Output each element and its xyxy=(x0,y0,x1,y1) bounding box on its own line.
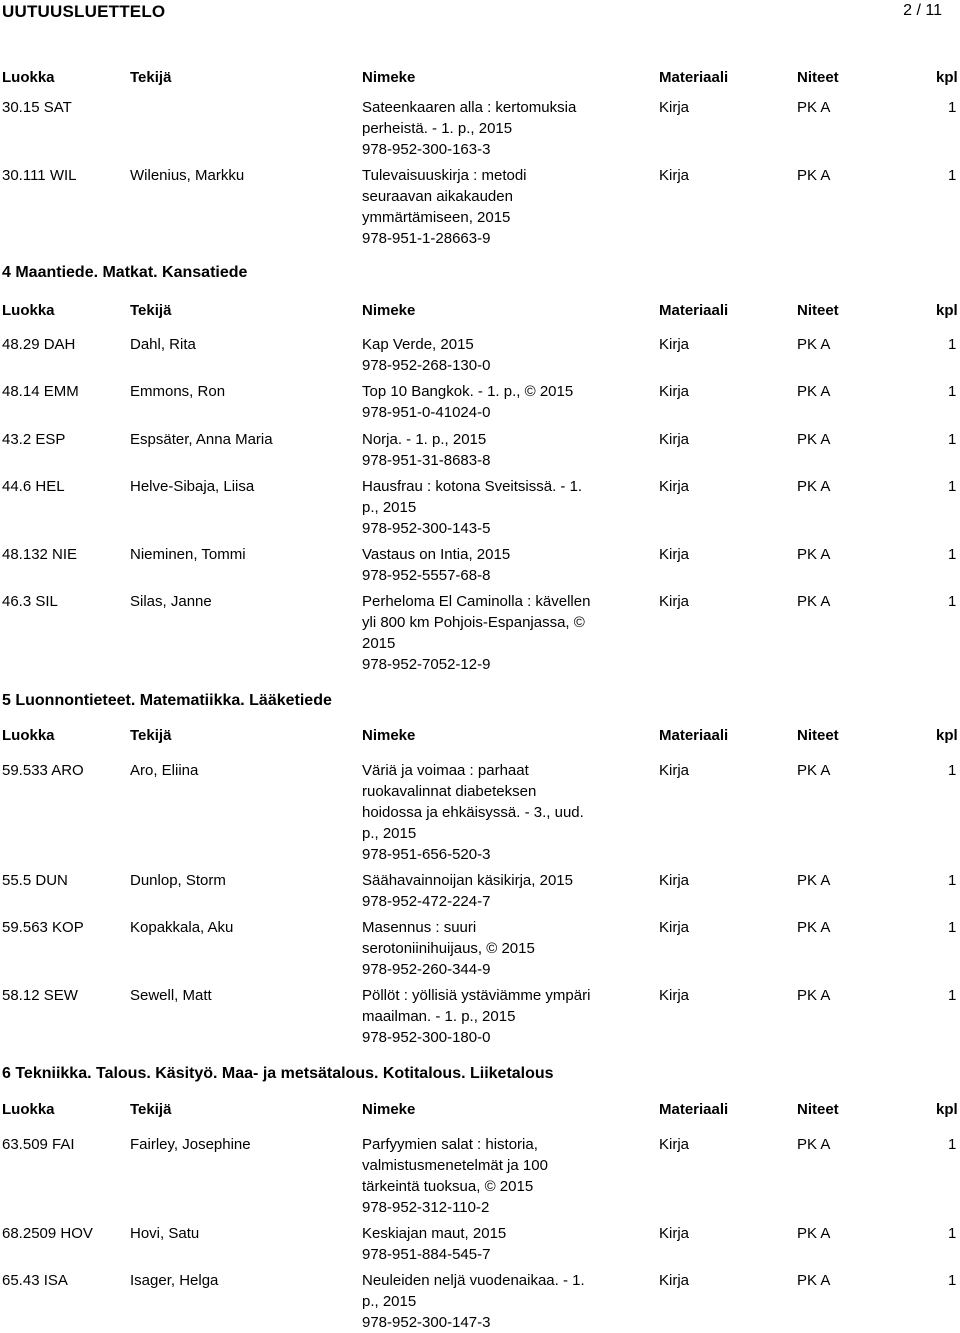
title-line: maailman. - 1. p., 2015 xyxy=(362,1008,516,1025)
quantity: 1 xyxy=(948,593,957,610)
location: PK A xyxy=(797,919,831,936)
title-line: ymmärtämiseen, 2015 xyxy=(362,209,511,226)
title-line: seuraavan aikakauden xyxy=(362,188,513,205)
header-tekija: Tekijä xyxy=(130,1101,172,1118)
header-kpl: kpl xyxy=(936,69,958,86)
header-luokka: Luokka xyxy=(2,727,55,744)
author-name: Helve-Sibaja, Liisa xyxy=(130,478,255,495)
header-nimeke: Nimeke xyxy=(362,1101,416,1118)
header-kpl: kpl xyxy=(936,1101,958,1118)
location: PK A xyxy=(797,431,831,448)
header-niteet: Niteet xyxy=(797,1101,839,1118)
quantity: 1 xyxy=(948,1136,957,1153)
title-cell xyxy=(362,381,620,423)
class-code: 59.533 ARO xyxy=(2,762,84,779)
title-line: Tulevaisuuskirja : metodi xyxy=(362,167,527,184)
material: Kirja xyxy=(659,167,690,184)
title-line: perheistä. - 1. p., 2015 xyxy=(362,120,513,137)
class-code: 55.5 DUN xyxy=(2,872,68,889)
location: PK A xyxy=(797,99,831,116)
title-line: Sateenkaaren alla : kertomuksia xyxy=(362,99,577,116)
header-luokka: Luokka xyxy=(2,1101,55,1118)
class-code: 65.43 ISA xyxy=(2,1272,68,1289)
location: PK A xyxy=(797,1272,831,1289)
quantity: 1 xyxy=(948,546,957,563)
header-niteet: Niteet xyxy=(797,302,839,319)
material: Kirja xyxy=(659,593,690,610)
title-cell xyxy=(362,1223,620,1265)
title-cell xyxy=(362,917,620,980)
title-line: Perheloma El Caminolla : kävellen xyxy=(362,593,591,610)
title-line: tärkeintä tuoksua, © 2015 xyxy=(362,1178,534,1195)
title-line: yli 800 km Pohjois-Espanjassa, © xyxy=(362,614,585,631)
title-line: 2015 xyxy=(362,635,396,652)
title-line: 978-951-884-545-7 xyxy=(362,1246,491,1263)
title-cell xyxy=(362,870,620,912)
table-header xyxy=(0,1101,960,1121)
title-cell xyxy=(362,985,620,1048)
material: Kirja xyxy=(659,546,690,563)
header-nimeke: Nimeke xyxy=(362,302,416,319)
quantity: 1 xyxy=(948,478,957,495)
class-code: 43.2 ESP xyxy=(2,431,66,448)
author-name: Isager, Helga xyxy=(130,1272,219,1289)
title-line: p., 2015 xyxy=(362,825,417,842)
author-name: Dahl, Rita xyxy=(130,336,196,353)
page-number: 2 / 11 xyxy=(903,2,942,19)
header-materiaali: Materiaali xyxy=(659,1101,729,1118)
title-line: 978-952-260-344-9 xyxy=(362,961,491,978)
title-line: Norja. - 1. p., 2015 xyxy=(362,431,487,448)
material: Kirja xyxy=(659,1136,690,1153)
title-line: 978-952-300-147-3 xyxy=(362,1314,491,1331)
section-heading: 5 Luonnontieteet. Matematiikka. Lääketiede xyxy=(2,692,332,709)
quantity: 1 xyxy=(948,762,957,779)
header-nimeke: Nimeke xyxy=(362,727,416,744)
quantity: 1 xyxy=(948,167,957,184)
title-line: 978-951-1-28663-9 xyxy=(362,230,491,247)
quantity: 1 xyxy=(948,1272,957,1289)
title-line: 978-952-300-143-5 xyxy=(362,520,491,537)
header-tekija: Tekijä xyxy=(130,69,172,86)
header-materiaali: Materiaali xyxy=(659,727,729,744)
location: PK A xyxy=(797,167,831,184)
material: Kirja xyxy=(659,99,690,116)
material: Kirja xyxy=(659,478,690,495)
material: Kirja xyxy=(659,987,690,1004)
author-name: Fairley, Josephine xyxy=(130,1136,251,1153)
author-name: Espsäter, Anna Maria xyxy=(130,431,273,448)
header-luokka: Luokka xyxy=(2,302,55,319)
title-line: Pöllöt : yöllisiä ystäviämme ympäri xyxy=(362,987,591,1004)
location: PK A xyxy=(797,478,831,495)
location: PK A xyxy=(797,383,831,400)
header-kpl: kpl xyxy=(936,302,958,319)
class-code: 48.132 NIE xyxy=(2,546,78,563)
class-code: 44.6 HEL xyxy=(2,478,65,495)
class-code: 48.14 EMM xyxy=(2,383,79,400)
location: PK A xyxy=(797,546,831,563)
material: Kirja xyxy=(659,872,690,889)
title-line: valmistusmenetelmät ja 100 xyxy=(362,1157,548,1174)
title-line: Parfyymien salat : historia, xyxy=(362,1136,538,1153)
title-line: Vastaus on Intia, 2015 xyxy=(362,546,511,563)
title-line: 978-952-268-130-0 xyxy=(362,357,491,374)
title-cell xyxy=(362,591,620,675)
section-heading: 4 Maantiede. Matkat. Kansatiede xyxy=(2,264,248,281)
quantity: 1 xyxy=(948,919,957,936)
title-cell xyxy=(362,760,620,865)
title-cell xyxy=(362,429,620,471)
author-name: Aro, Eliina xyxy=(130,762,199,779)
header-nimeke: Nimeke xyxy=(362,69,416,86)
quantity: 1 xyxy=(948,1225,957,1242)
title-line: 978-951-656-520-3 xyxy=(362,846,491,863)
author-name: Sewell, Matt xyxy=(130,987,212,1004)
title-line: 978-952-5557-68-8 xyxy=(362,567,491,584)
quantity: 1 xyxy=(948,99,957,116)
class-code: 58.12 SEW xyxy=(2,987,78,1004)
author-name: Dunlop, Storm xyxy=(130,872,226,889)
title-cell xyxy=(362,544,620,586)
header-kpl: kpl xyxy=(936,727,958,744)
quantity: 1 xyxy=(948,383,957,400)
material: Kirja xyxy=(659,762,690,779)
title-line: Keskiajan maut, 2015 xyxy=(362,1225,507,1242)
title-cell xyxy=(362,334,620,376)
material: Kirja xyxy=(659,431,690,448)
title-line: serotoniinihuijaus, © 2015 xyxy=(362,940,535,957)
title-cell xyxy=(362,165,620,249)
title-line: Masennus : suuri xyxy=(362,919,477,936)
title-line: 978-952-312-110-2 xyxy=(362,1199,490,1216)
table-header xyxy=(0,727,960,747)
title-line: 978-952-472-224-7 xyxy=(362,893,491,910)
title-line: Säähavainnoijan käsikirja, 2015 xyxy=(362,872,573,889)
title-line: Hausfrau : kotona Sveitsissä. - 1. xyxy=(362,478,583,495)
location: PK A xyxy=(797,593,831,610)
author-name: Kopakkala, Aku xyxy=(130,919,234,936)
class-code: 59.563 KOP xyxy=(2,919,84,936)
header-luokka: Luokka xyxy=(2,69,55,86)
location: PK A xyxy=(797,762,831,779)
title-line: Top 10 Bangkok. - 1. p., © 2015 xyxy=(362,383,574,400)
header-niteet: Niteet xyxy=(797,69,839,86)
header-tekija: Tekijä xyxy=(130,727,172,744)
author-name: Nieminen, Tommi xyxy=(130,546,246,563)
quantity: 1 xyxy=(948,987,957,1004)
title-line: 978-951-0-41024-0 xyxy=(362,404,491,421)
header-tekija: Tekijä xyxy=(130,302,172,319)
header-materiaali: Materiaali xyxy=(659,69,729,86)
material: Kirja xyxy=(659,383,690,400)
title-cell xyxy=(362,97,620,160)
title-line: 978-952-7052-12-9 xyxy=(362,656,491,673)
title-line: p., 2015 xyxy=(362,1293,417,1310)
table-header xyxy=(0,302,960,322)
location: PK A xyxy=(797,987,831,1004)
author-name: Silas, Janne xyxy=(130,593,212,610)
quantity: 1 xyxy=(948,336,957,353)
title-line: 978-952-300-163-3 xyxy=(362,141,491,158)
header-materiaali: Materiaali xyxy=(659,302,729,319)
title-line: 978-952-300-180-0 xyxy=(362,1029,491,1046)
class-code: 68.2509 HOV xyxy=(2,1225,93,1242)
quantity: 1 xyxy=(948,872,957,889)
material: Kirja xyxy=(659,336,690,353)
class-code: 30.15 SAT xyxy=(2,99,72,116)
header-niteet: Niteet xyxy=(797,727,839,744)
quantity: 1 xyxy=(948,431,957,448)
material: Kirja xyxy=(659,1272,690,1289)
author-name: Emmons, Ron xyxy=(130,383,226,400)
title-line: Väriä ja voimaa : parhaat xyxy=(362,762,529,779)
title-line: ruokavalinnat diabeteksen xyxy=(362,783,537,800)
section-heading: 6 Tekniikka. Talous. Käsityö. Maa- ja metsätalous. Kotitalous. Liiketalous xyxy=(2,1065,554,1082)
location: PK A xyxy=(797,336,831,353)
class-code: 48.29 DAH xyxy=(2,336,76,353)
title-line: hoidossa ja ehkäisyssä. - 3., uud. xyxy=(362,804,584,821)
author-name: Hovi, Satu xyxy=(130,1225,200,1242)
title-line: Neuleiden neljä vuodenaikaa. - 1. xyxy=(362,1272,585,1289)
table-header xyxy=(0,69,960,89)
author-name: Wilenius, Markku xyxy=(130,167,245,184)
class-code: 46.3 SIL xyxy=(2,593,58,610)
location: PK A xyxy=(797,1136,831,1153)
title-cell xyxy=(362,1270,620,1333)
title-line: 978-951-31-8683-8 xyxy=(362,452,491,469)
class-code: 30.111 WIL xyxy=(2,167,77,184)
location: PK A xyxy=(797,872,831,889)
title-cell xyxy=(362,1134,620,1218)
material: Kirja xyxy=(659,1225,690,1242)
location: PK A xyxy=(797,1225,831,1242)
class-code: 63.509 FAI xyxy=(2,1136,75,1153)
material: Kirja xyxy=(659,919,690,936)
title-line: Kap Verde, 2015 xyxy=(362,336,474,353)
document-title: UUTUUSLUETTELO xyxy=(2,2,166,21)
title-line: p., 2015 xyxy=(362,499,417,516)
title-cell xyxy=(362,476,620,539)
